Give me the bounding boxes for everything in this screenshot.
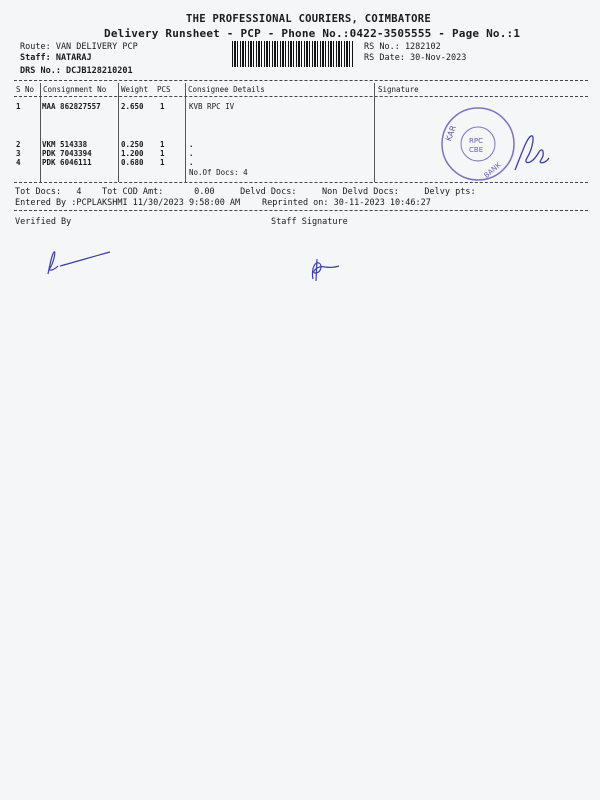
totals-line: Tot Docs: 4 Tot COD Amt: 0.00 Delvd Docs: Non Delvd Docs: Delvy pts:	[15, 187, 476, 197]
runsheet-title: Delivery Runsheet - PCP - Phone No.:0422-3505555 - Page No.:1	[104, 27, 521, 40]
row-pcs: 1	[160, 140, 165, 149]
staff-signature	[305, 255, 345, 285]
row-weight: 2.650	[121, 102, 144, 111]
verified-by-label: Verified By	[15, 217, 72, 227]
staff-label: Staff: NATARAJ	[20, 53, 92, 63]
col-pcs: PCS	[157, 85, 171, 94]
col-consignment: Consignment No	[43, 85, 107, 94]
row-sno: 2	[16, 140, 21, 149]
row-consignment: MAA 862827557	[42, 102, 101, 111]
no-of-docs: No.Of Docs: 4	[189, 168, 248, 177]
column-line	[118, 83, 119, 182]
row-weight: 0.250	[121, 140, 144, 149]
row-details: KVB RPC IV	[189, 102, 235, 111]
receiver-signature	[505, 130, 555, 175]
col-signature: Signature	[378, 85, 419, 94]
entered-by: Entered By :PCPLAKSHMI 11/30/2023 9:58:00 AM	[15, 198, 241, 208]
divider	[14, 210, 588, 211]
staff-signature-label: Staff Signature	[271, 217, 348, 227]
stamp-text-bottom: BANK	[482, 161, 503, 180]
company-title: THE PROFESSIONAL COURIERS, COIMBATORE	[186, 13, 431, 25]
row-sno: 3	[16, 149, 21, 158]
stamp-text-cbe: CBE	[469, 146, 484, 154]
reprinted-on: Reprinted on: 30-11-2023 10:46:27	[262, 198, 431, 208]
row-pcs: 1	[160, 102, 165, 111]
row-details: .	[189, 158, 194, 167]
column-line	[185, 83, 186, 182]
divider	[14, 96, 588, 97]
row-details: .	[189, 140, 194, 149]
drs-number: DRS No.: DCJB128210201	[20, 66, 133, 76]
divider	[14, 182, 588, 183]
row-pcs: 1	[160, 149, 165, 158]
row-weight: 0.680	[121, 158, 144, 167]
barcode	[232, 41, 354, 67]
stamp-text-top: KAR	[444, 124, 459, 143]
verifier-signature	[40, 248, 115, 278]
row-consignment: PDK 7043394	[42, 149, 92, 158]
rs-date: RS Date: 30-Nov-2023	[364, 53, 467, 63]
row-sno: 4	[16, 158, 21, 167]
stamp-text-rpc: RPC	[469, 137, 483, 145]
column-line	[40, 83, 41, 182]
divider	[14, 80, 588, 81]
row-weight: 1.200	[121, 149, 144, 158]
rs-number: RS No.: 1282102	[364, 42, 441, 52]
row-consignment: VKM 514338	[42, 140, 88, 149]
route-label: Route: VAN DELIVERY PCP	[20, 42, 138, 52]
col-consignee: Consignee Details	[188, 85, 265, 94]
row-consignment: PDK 6046111	[42, 158, 92, 167]
col-weight: Weight	[121, 85, 149, 94]
column-line	[374, 83, 375, 182]
row-pcs: 1	[160, 158, 165, 167]
row-details: .	[189, 149, 194, 158]
row-sno: 1	[16, 102, 21, 111]
col-sno: S No	[16, 85, 35, 94]
